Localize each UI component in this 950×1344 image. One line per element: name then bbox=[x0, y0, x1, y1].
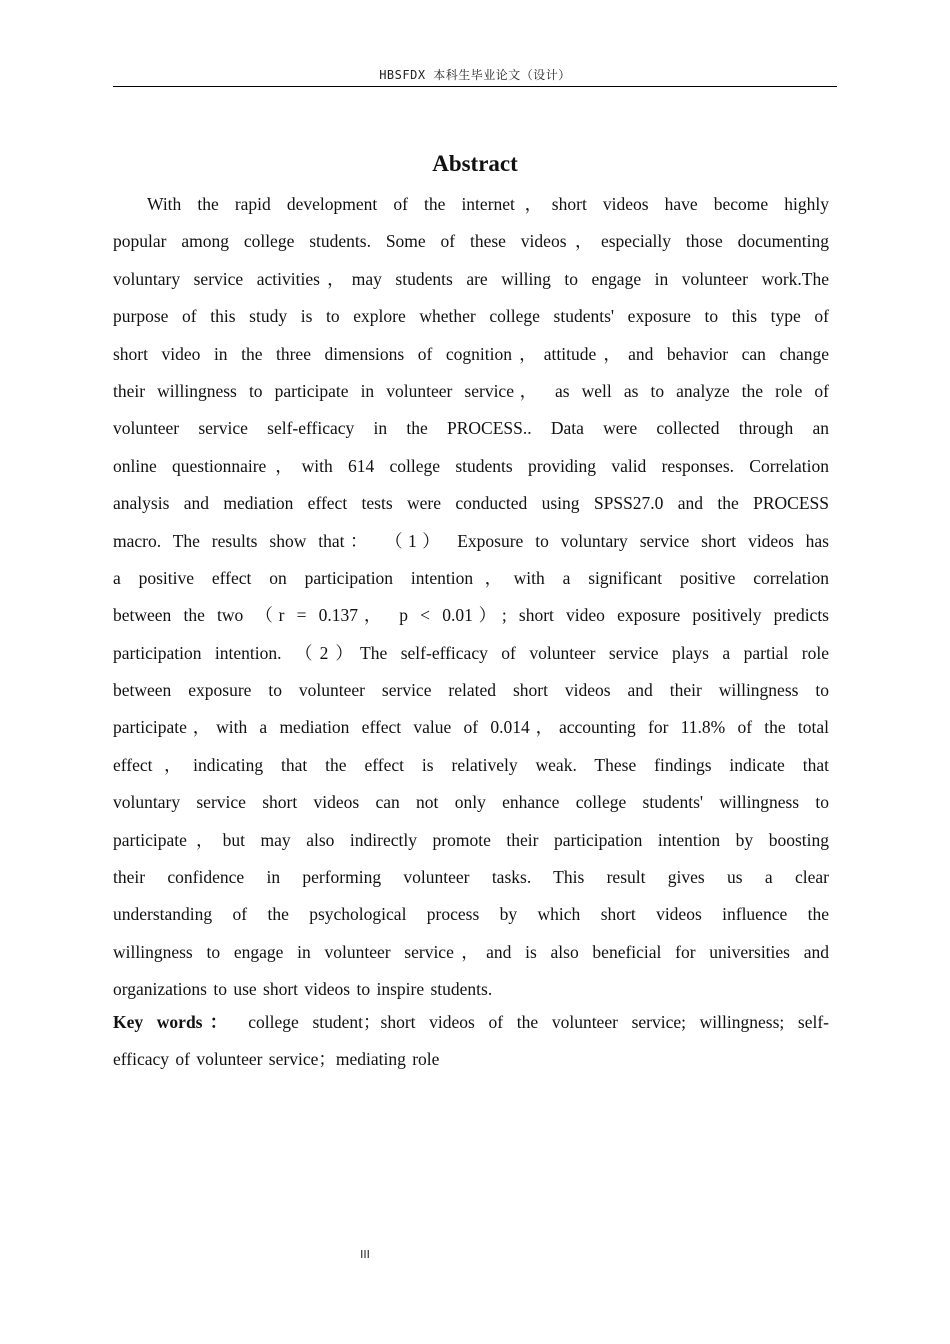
abstract-line: willingness to engage in volunteer service，and is also beneficial for universities and bbox=[113, 941, 829, 962]
keywords-block bbox=[113, 1004, 829, 1079]
keywords-label: Key words： bbox=[113, 1012, 235, 1032]
header-rule bbox=[113, 86, 837, 87]
keywords-text-2: efficacy of volunteer service；mediating role bbox=[113, 1049, 440, 1070]
abstract-line: understanding of the psychological process by which short videos influence the bbox=[113, 904, 829, 925]
abstract-line: participate，with a mediation effect value of 0.014，accounting for 11.8% of the total bbox=[113, 717, 829, 738]
abstract-line: a positive effect on participation intention，with a significant positive correlation bbox=[113, 567, 829, 588]
abstract-line: their willingness to participate in volunteer service， as well as to analyze the role of bbox=[113, 380, 829, 401]
abstract-line: macro. The results show that： （1） Exposure to voluntary service short videos has bbox=[113, 530, 829, 551]
running-header: HBSFDX 本科生毕业论文（设计） bbox=[379, 68, 571, 82]
abstract-line: effect，indicating that the effect is relatively weak. These findings indicate that bbox=[113, 754, 829, 775]
abstract-line: volunteer service self-efficacy in the PROCESS.. Data were collected through an bbox=[113, 418, 829, 439]
abstract-line: their confidence in performing volunteer tasks. This result gives us a clear bbox=[113, 867, 829, 888]
abstract-line: between the two （r = 0.137， p < 0.01）; short video exposure positively predicts bbox=[113, 605, 829, 626]
abstract-line: organizations to use short videos to inspire students. bbox=[113, 979, 493, 1000]
abstract-line: voluntary service activities，may students are willing to engage in volunteer work.The bbox=[113, 268, 829, 289]
abstract-line: purpose of this study is to explore whether college students' exposure to this type of bbox=[113, 306, 829, 327]
keywords-text-1: college student；short videos of the volunteer service; willingness; self- bbox=[234, 1012, 830, 1032]
abstract-line: short video in the three dimensions of cognition，attitude，and behavior can change bbox=[113, 343, 829, 364]
abstract-line: voluntary service short videos can not only enhance college students' willingness to bbox=[113, 792, 829, 813]
abstract-line: participate，but may also indirectly promote their participation intention by boosting bbox=[113, 829, 829, 850]
abstract-line: analysis and mediation effect tests were conducted using SPSS27.0 and the PROCESS bbox=[113, 493, 829, 514]
keywords-line-1 bbox=[113, 1004, 829, 1041]
abstract-line: online questionnaire，with 614 college students providing valid responses. Correlation bbox=[113, 455, 829, 476]
abstract-body bbox=[113, 186, 829, 1009]
abstract-line: participation intention. （2）The self-efficacy of volunteer service plays a partial role bbox=[113, 642, 829, 663]
abstract-line: popular among college students. Some of these videos，especially those documenting bbox=[113, 231, 829, 252]
abstract-line: between exposure to volunteer service related short videos and their willingness to bbox=[113, 680, 829, 701]
abstract-line: With the rapid development of the internet，short videos have become highly bbox=[147, 194, 829, 214]
abstract-title: Abstract bbox=[432, 151, 518, 176]
page-number: III bbox=[360, 1248, 370, 1261]
